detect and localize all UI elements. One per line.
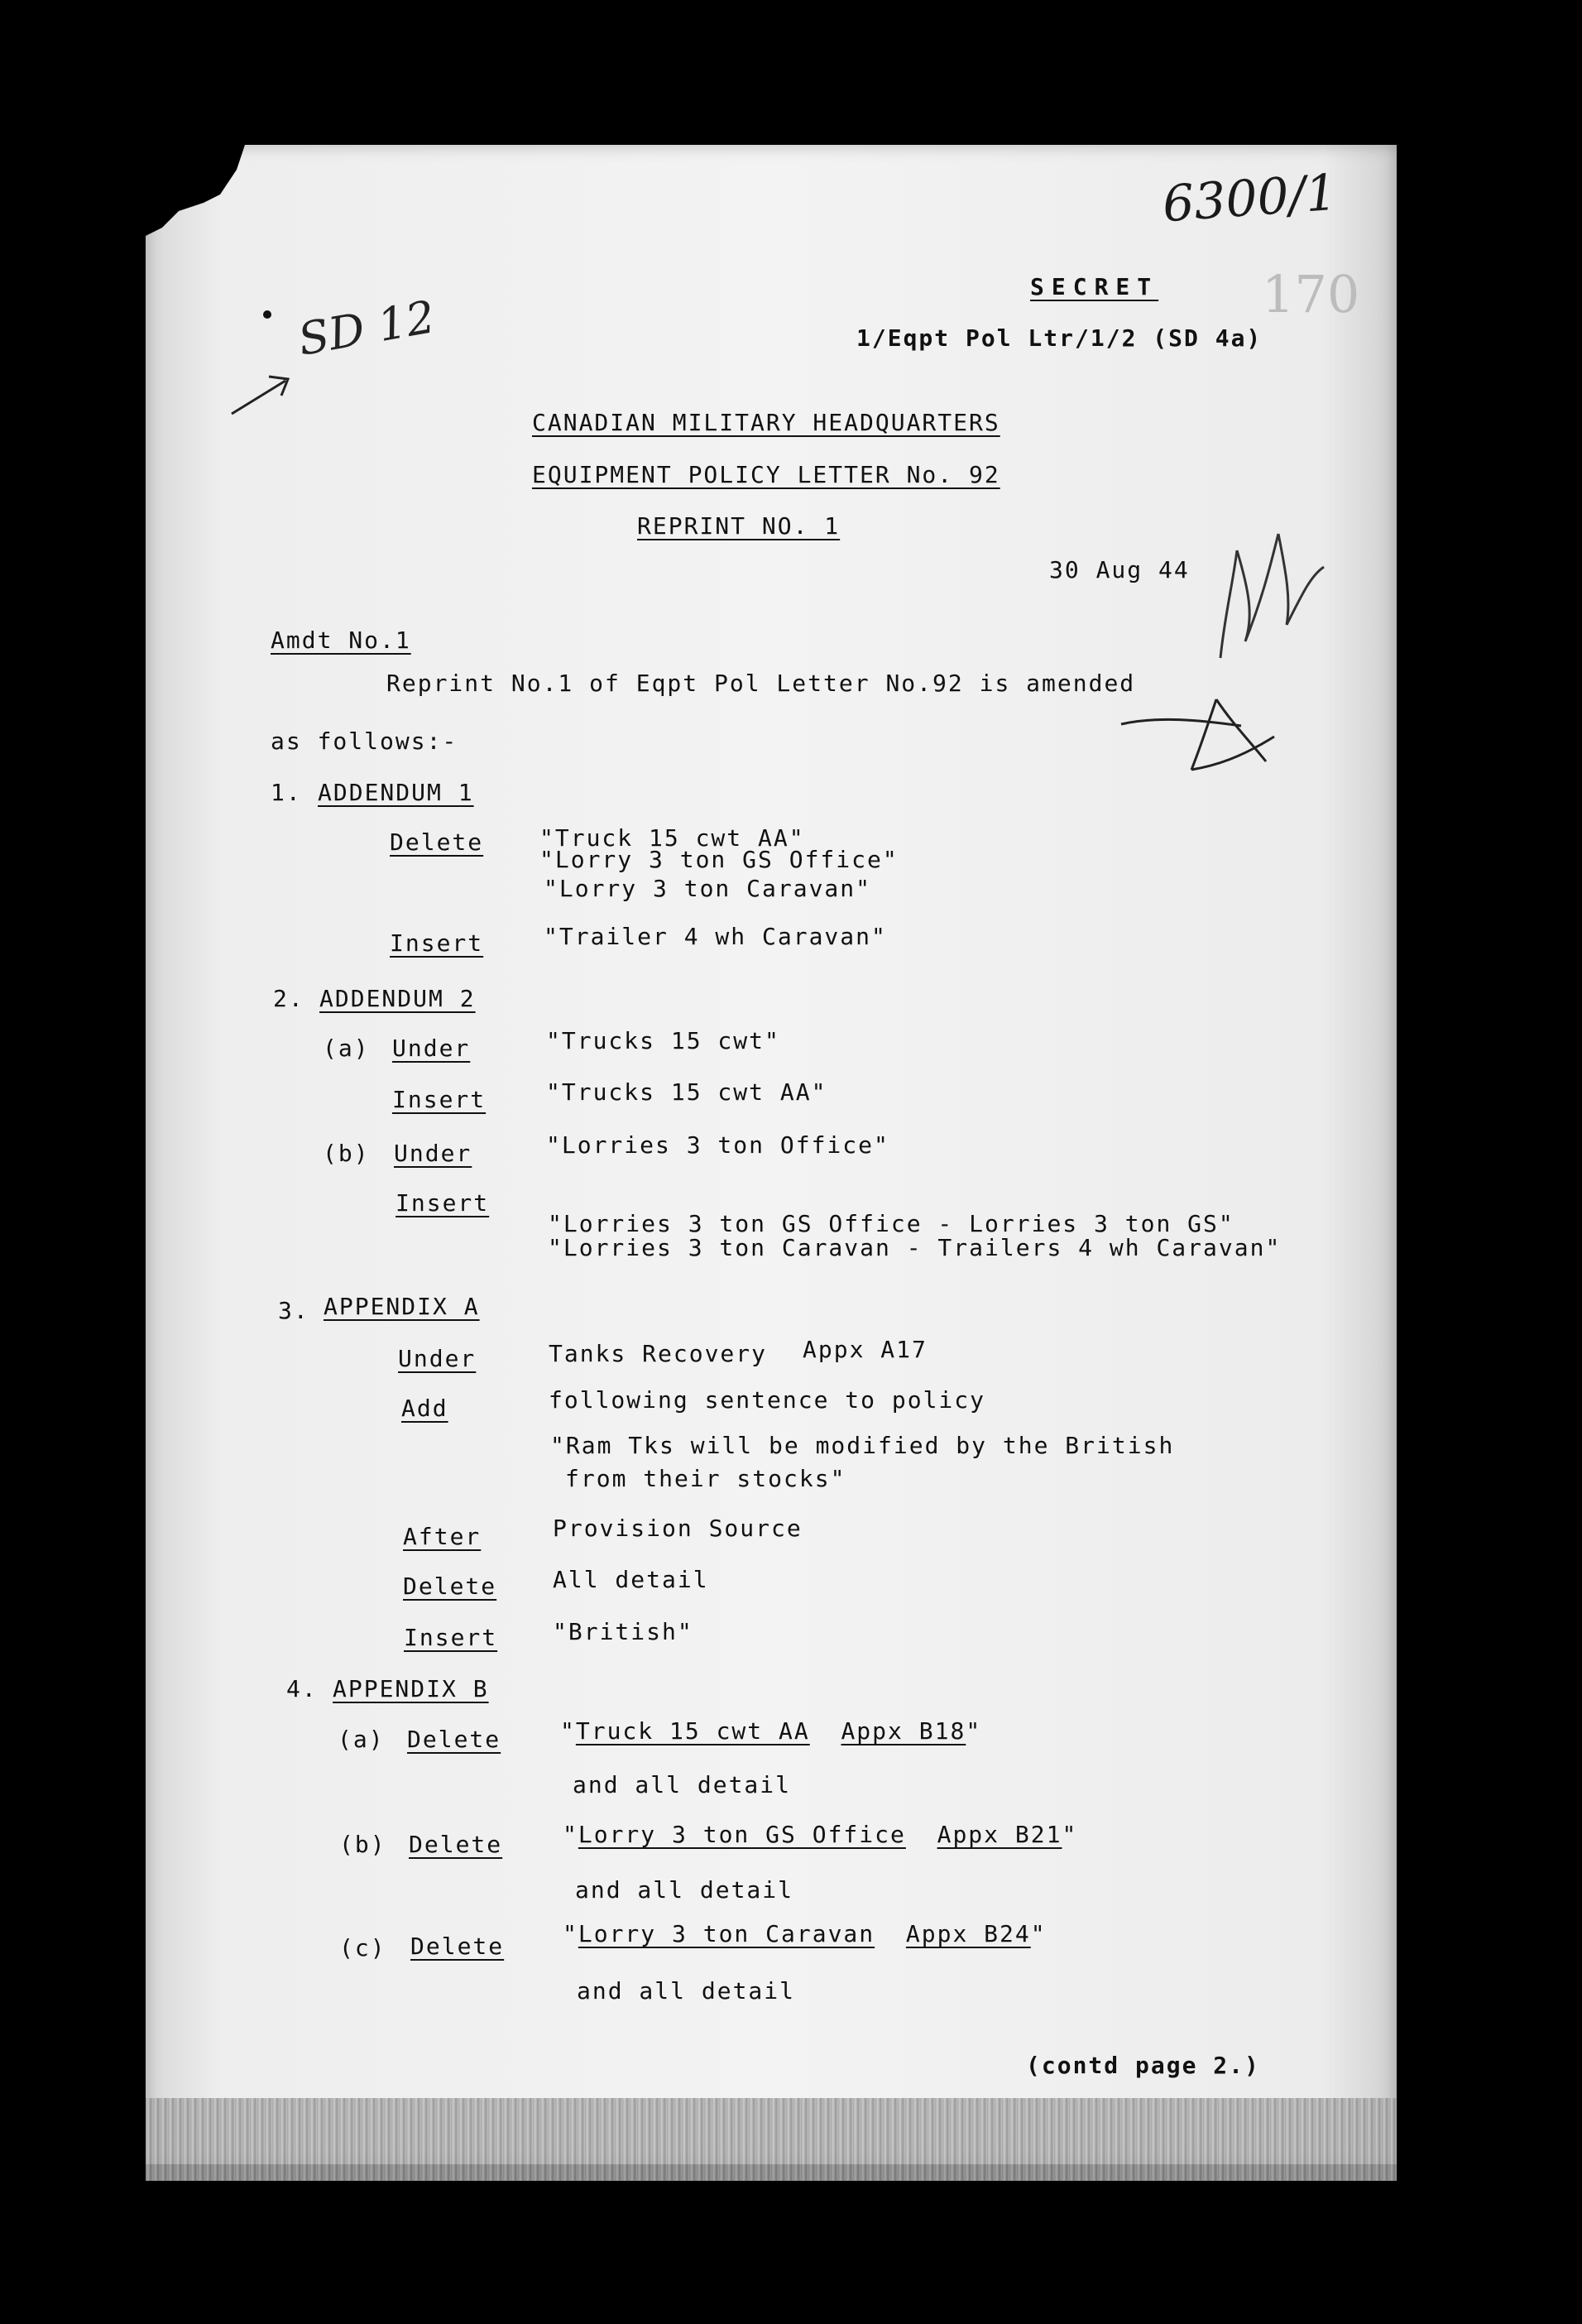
section-1-insert-item: "Trailer 4 wh Caravan"	[544, 923, 887, 950]
section-2-b-insert-label: Insert	[396, 1189, 490, 1217]
corner-mark	[146, 145, 261, 236]
section-1-number: 1.	[271, 779, 302, 806]
section-2-heading: ADDENDUM 2	[319, 985, 476, 1012]
quote-open: "	[560, 1717, 576, 1745]
section-3-under-label: Under	[398, 1345, 477, 1372]
appendix-ref: Appx B24	[905, 1920, 1031, 1947]
section-3-add-value: following sentence to policy	[549, 1386, 986, 1414]
deleted-item: Lorry 3 ton Caravan	[578, 1920, 875, 1947]
classification-label: SECRET	[1030, 273, 1159, 300]
section-3-after-value: Provision Source	[553, 1515, 803, 1542]
reference-number: 1/Eqpt Pol Ltr/1/2 (SD 4a)	[856, 324, 1263, 352]
section-4-b-label: (b)	[339, 1831, 386, 1858]
section-2-b-insert-value: "Lorries 3 ton Caravan - Trailers 4 wh Caravan"	[548, 1234, 1282, 1261]
section-2-a-under-label: Under	[392, 1035, 471, 1062]
amendment-intro-cont: as follows:-	[271, 727, 458, 755]
section-4-a-item	[560, 1717, 982, 1745]
quote-close: "	[1062, 1821, 1078, 1848]
section-3-add-label: Add	[401, 1395, 448, 1422]
handwritten-dot-icon	[263, 310, 271, 319]
title-policy-letter: EQUIPMENT POLICY LETTER No. 92	[532, 461, 1000, 488]
section-1-insert-label: Insert	[390, 929, 484, 957]
section-2-a-insert-label: Insert	[392, 1086, 487, 1113]
quote-open: "	[563, 1920, 578, 1947]
section-4-a-detail: and all detail	[573, 1771, 792, 1798]
section-4-c-detail: and all detail	[577, 1977, 796, 2005]
section-2-b-label: (b)	[323, 1140, 370, 1167]
section-4-b-action: Delete	[409, 1831, 503, 1858]
section-3-quote: "Ram Tks will be modified by the British	[550, 1432, 1175, 1459]
section-4-a-label: (a)	[338, 1726, 385, 1753]
section-4-b-item	[563, 1823, 1077, 1846]
section-2-a-under-value: "Trucks 15 cwt"	[546, 1027, 780, 1054]
quote-close: "	[1030, 1920, 1047, 1947]
section-1-delete-item: "Lorry 3 ton GS Office"	[539, 846, 899, 873]
section-4-c-item	[563, 1920, 1047, 1947]
section-3-delete-label: Delete	[403, 1573, 497, 1600]
handwritten-initials-icon	[1212, 517, 1336, 666]
section-1-heading: ADDENDUM 1	[318, 779, 474, 806]
continued-note: (contd page 2.)	[1026, 2052, 1260, 2079]
handwritten-file-number: 6300/1	[1160, 163, 1340, 234]
section-1-delete-item: "Truck 15 cwt AA"	[539, 824, 805, 852]
section-2-b-insert-value: "Lorries 3 ton GS Office - Lorries 3 ton GS"	[548, 1210, 1234, 1237]
handwritten-signature-icon	[1117, 691, 1282, 782]
handwritten-folio: 170	[1262, 264, 1360, 324]
section-1-delete-label: Delete	[390, 828, 484, 856]
section-3-heading: APPENDIX A	[324, 1293, 480, 1320]
section-4-b-detail: and all detail	[575, 1876, 794, 1904]
document-date: 30 Aug 44	[1049, 556, 1190, 583]
section-3-under-value: Tanks Recovery	[549, 1340, 768, 1367]
deleted-item: Lorry 3 ton GS Office	[578, 1821, 906, 1848]
amendment-label: Amdt No.1	[271, 627, 411, 654]
section-2-b-under-value: "Lorries 3 ton Office"	[546, 1131, 889, 1159]
handwritten-sd-note: SD 12	[294, 290, 439, 366]
section-2-a-label: (a)	[323, 1035, 370, 1062]
section-2-a-insert-value: "Trucks 15 cwt AA"	[546, 1078, 827, 1106]
section-4-c-action: Delete	[410, 1933, 505, 1960]
section-2-b-under-label: Under	[394, 1140, 472, 1167]
section-3-delete-value: All detail	[553, 1566, 709, 1593]
section-3-insert-label: Insert	[404, 1624, 498, 1651]
deleted-item: Truck 15 cwt AA	[575, 1717, 810, 1745]
page-bottom-edge	[146, 2098, 1397, 2181]
amendment-intro: Reprint No.1 of Eqpt Pol Letter No.92 is amended	[386, 670, 1136, 697]
section-3-after-label: After	[403, 1523, 482, 1550]
section-3-under-ref: Appx A17	[803, 1336, 928, 1363]
title-reprint: REPRINT NO. 1	[637, 512, 841, 540]
section-3-insert-value: "British"	[553, 1618, 693, 1645]
section-4-a-action: Delete	[407, 1726, 501, 1753]
appendix-ref: Appx B21	[937, 1821, 1062, 1848]
section-3-number: 3.	[278, 1297, 309, 1324]
section-2-number: 2.	[273, 985, 304, 1012]
section-4-c-label: (c)	[339, 1934, 386, 1961]
section-4-number: 4.	[286, 1675, 318, 1702]
section-3-quote-cont: from their stocks"	[565, 1465, 846, 1492]
section-1-delete-item: "Lorry 3 ton Caravan"	[544, 875, 872, 902]
appendix-ref: Appx B18	[841, 1717, 966, 1745]
quote-open: "	[563, 1821, 578, 1848]
quote-close: "	[966, 1717, 982, 1745]
title-headquarters: CANADIAN MILITARY HEADQUARTERS	[532, 409, 1000, 436]
handwritten-arrow-icon	[223, 356, 298, 422]
section-4-heading: APPENDIX B	[333, 1675, 489, 1702]
